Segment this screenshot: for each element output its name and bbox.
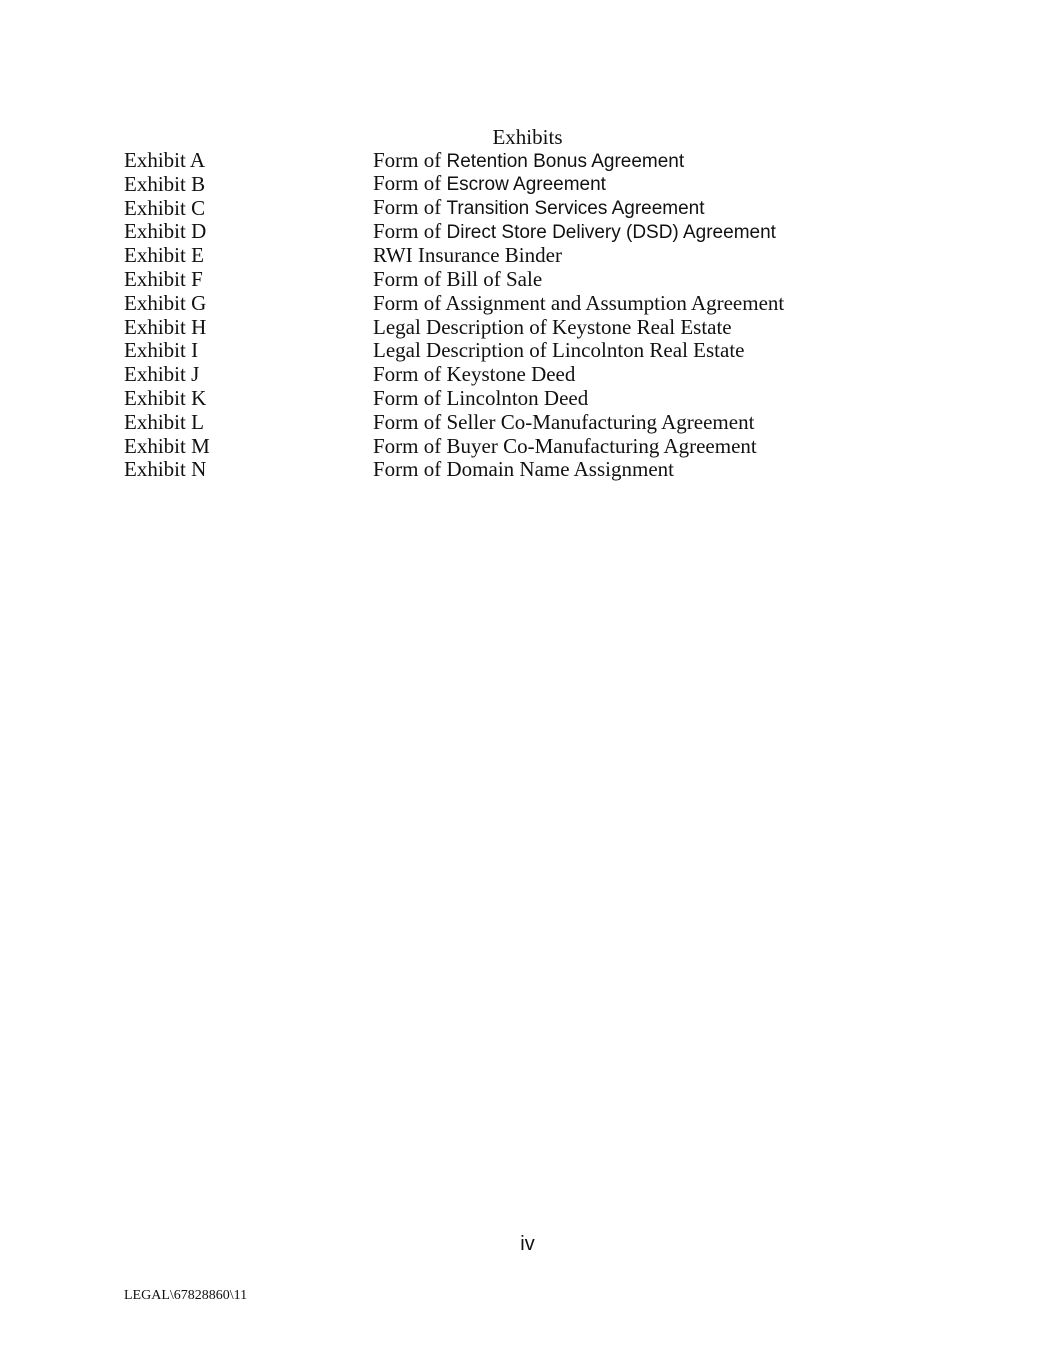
exhibit-title-text: Transition Services Agreement <box>446 198 705 220</box>
list-item <box>124 197 784 221</box>
exhibit-label: Exhibit L <box>124 409 204 434</box>
exhibit-label: Exhibit A <box>124 148 206 172</box>
exhibit-title <box>373 172 606 197</box>
exhibit-title-text: Escrow Agreement <box>446 174 606 196</box>
list-item <box>124 339 784 363</box>
exhibit-title: Form of Buyer Co-Manufacturing Agreement <box>373 433 757 458</box>
exhibit-title: Form of Lincolnton Deed <box>373 385 589 410</box>
list-item <box>124 149 784 173</box>
exhibit-title-prefix: Form of <box>373 218 447 243</box>
exhibit-title-text: Retention Bonus Agreement <box>446 150 685 172</box>
exhibit-title-prefix: Form of <box>373 171 447 196</box>
exhibit-title <box>373 196 705 221</box>
page-title: Exhibits <box>492 125 563 149</box>
exhibit-title <box>373 220 776 245</box>
list-item <box>124 292 784 316</box>
list-item <box>124 244 784 268</box>
document-id-footer: LEGAL\67828860\11 <box>124 1288 248 1303</box>
list-item <box>124 316 784 340</box>
exhibit-title-prefix: Form of <box>373 147 447 172</box>
exhibit-label: Exhibit H <box>124 314 207 339</box>
exhibit-title-text: Direct Store Delivery (DSD) Agreement <box>446 221 776 243</box>
exhibit-label: Exhibit K <box>124 385 207 410</box>
exhibit-title: Legal Description of Keystone Real Estate <box>373 314 732 339</box>
exhibit-label: Exhibit I <box>124 338 199 363</box>
exhibit-label: Exhibit B <box>124 171 206 196</box>
list-item <box>124 411 784 435</box>
exhibit-title: Form of Bill of Sale <box>373 266 543 291</box>
exhibit-label: Exhibit C <box>124 195 206 220</box>
list-item <box>124 363 784 387</box>
list-item <box>124 435 784 459</box>
list-item <box>124 458 784 482</box>
exhibit-title: Form of Seller Co-Manufacturing Agreement <box>373 409 755 434</box>
exhibit-list <box>124 149 784 482</box>
exhibit-title: Form of Keystone Deed <box>373 362 576 387</box>
exhibit-label: Exhibit G <box>124 290 207 315</box>
list-item <box>124 220 784 244</box>
list-item <box>124 268 784 292</box>
exhibit-title: RWI Insurance Binder <box>373 243 562 268</box>
exhibit-title: Legal Description of Lincolnton Real Estate <box>373 338 745 363</box>
exhibit-label: Exhibit J <box>124 362 200 387</box>
exhibit-title-prefix: Form of <box>373 195 447 220</box>
exhibit-label: Exhibit M <box>124 433 210 458</box>
exhibit-label: Exhibit F <box>124 266 203 291</box>
list-item <box>124 173 784 197</box>
page-number: iv <box>520 1233 535 1255</box>
exhibit-label: Exhibit E <box>124 243 204 268</box>
exhibit-title <box>373 149 684 174</box>
exhibit-label: Exhibit D <box>124 219 207 244</box>
exhibit-title: Form of Domain Name Assignment <box>373 457 674 482</box>
exhibit-label: Exhibit N <box>124 457 207 482</box>
exhibit-title: Form of Assignment and Assumption Agreement <box>373 290 785 315</box>
list-item <box>124 387 784 411</box>
